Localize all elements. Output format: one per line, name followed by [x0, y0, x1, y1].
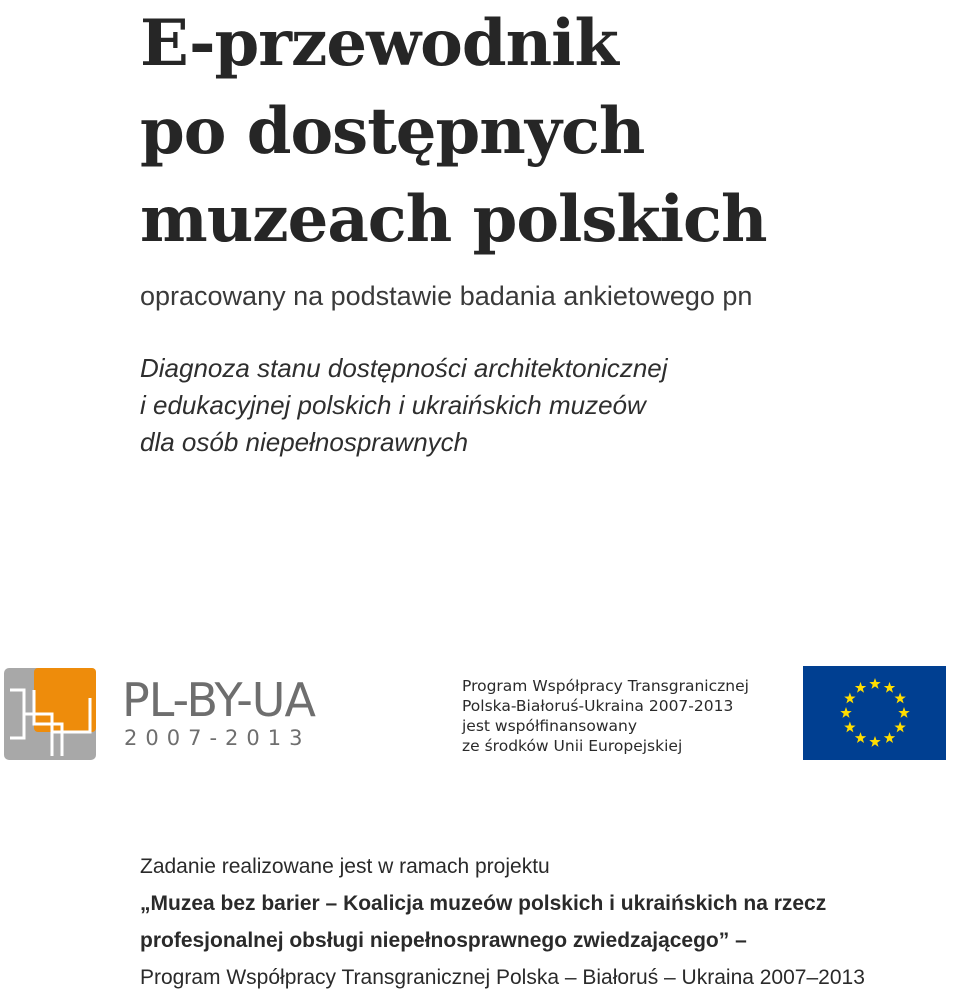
program-line-2: Polska-Białoruś-Ukraina 2007-2013 — [462, 697, 734, 715]
pl-by-ua-logo-mark-icon — [4, 668, 96, 760]
project-info — [140, 848, 865, 996]
program-line-1: Program Współpracy Transgranicznej — [462, 677, 749, 695]
program-info — [462, 676, 749, 756]
logo-years: 2007-2013 — [124, 726, 311, 750]
document-title — [140, 0, 767, 264]
title-line-3: muzeach polskich — [140, 182, 767, 257]
program-line-3: jest współfinansowany — [462, 717, 638, 735]
study-title-line-2: i edukacyjnej polskich i ukraińskich muzeów — [140, 390, 646, 420]
pl-by-ua-logo — [4, 664, 314, 760]
project-intro: Zadanie realizowane jest w ramach projektu — [140, 855, 550, 878]
program-line-4: ze środków Unii Europejskiej — [462, 737, 683, 755]
title-line-2: po dostępnych — [140, 94, 645, 169]
project-name-line-2: profesjonalnej obsługi niepełnosprawnego zwiedzającego” – — [140, 929, 747, 952]
eu-flag-icon — [803, 666, 946, 760]
logo-name: PL-BY-UA — [122, 673, 315, 727]
project-name-line-1: „Muzea bez barier – Koalicja muzeów polskich i ukraińskich na rzecz — [140, 892, 827, 915]
study-title-line-1: Diagnoza stanu dostępności architektonicznej — [140, 353, 668, 383]
study-title-line-3: dla osób niepełnosprawnych — [140, 427, 469, 457]
study-title — [140, 350, 668, 461]
title-line-1: E-przewodnik — [140, 6, 618, 81]
project-program-line: Program Współpracy Transgranicznej Polska – Białoruś – Ukraina 2007–2013 — [140, 966, 865, 989]
subtitle: opracowany na podstawie badania ankietowego pn — [140, 281, 753, 311]
